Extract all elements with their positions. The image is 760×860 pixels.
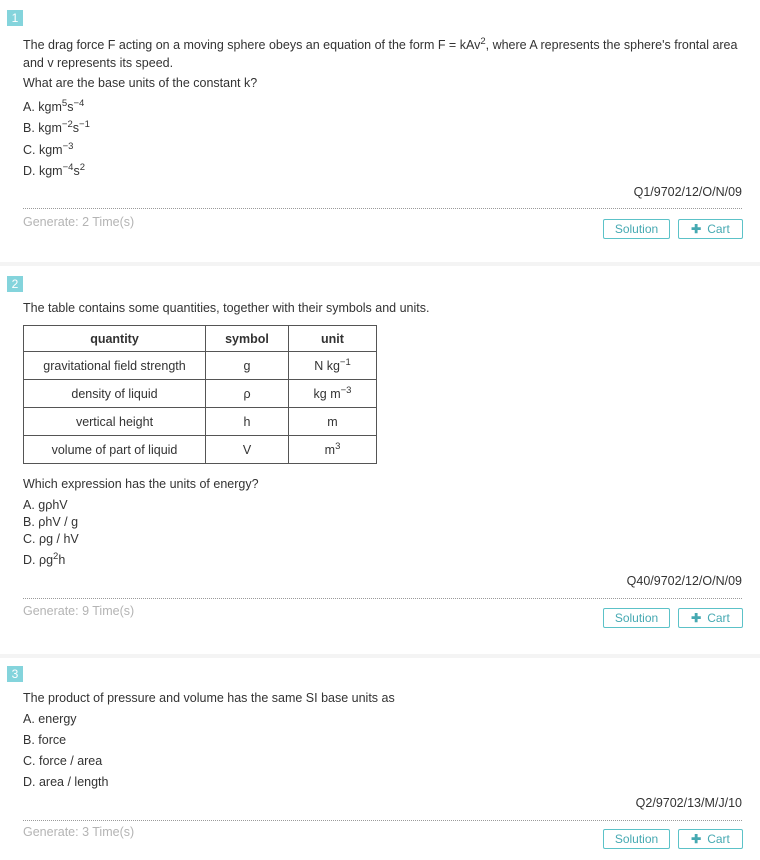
question-number-badge: 3: [7, 666, 23, 682]
option-a: A. gρhV: [23, 498, 68, 512]
symbol-cell: ρ: [206, 380, 289, 408]
table-header-row: [24, 326, 377, 352]
column-header: unit: [289, 326, 377, 352]
question-number-badge: 2: [7, 276, 23, 292]
question-reference: Q2/9702/13/M/J/10: [635, 796, 742, 810]
quantities-table: [23, 325, 377, 464]
generate-count: Generate: 3 Time(s): [23, 825, 135, 839]
plus-icon: ✚: [691, 611, 702, 625]
solution-button[interactable]: Solution: [603, 829, 670, 849]
table-row: [24, 380, 377, 408]
plus-icon: ✚: [691, 222, 702, 236]
divider: [23, 820, 742, 821]
generate-count: Generate: 9 Time(s): [23, 604, 135, 618]
question-reference: Q40/9702/12/O/N/09: [626, 574, 742, 588]
column-header: quantity: [24, 326, 206, 352]
table-row: [24, 408, 377, 436]
table-row: [24, 436, 377, 464]
option-a: A. energy: [23, 712, 77, 726]
symbol-cell: V: [206, 436, 289, 464]
column-header: symbol: [206, 326, 289, 352]
unit-cell: N $kg^{-1}$: [289, 352, 377, 380]
option-d: D. area / length: [23, 775, 109, 789]
option-d: D. $\rho g^2h$: [23, 551, 66, 567]
option-a: A. $kgm^5s^{-4}$: [23, 98, 85, 114]
quantity-cell: gravitational field strength: [24, 352, 206, 380]
solution-button[interactable]: Solution: [603, 608, 670, 628]
option-d: D. $kgm^{-4}s^2$: [23, 162, 85, 178]
option-c: C. force / area: [23, 754, 103, 768]
unit-cell: m: [289, 408, 377, 436]
divider: [23, 208, 742, 209]
question-number-badge: 1: [7, 10, 23, 26]
quantity-cell: density of liquid: [24, 380, 206, 408]
question-intro: The table contains some quantities, together with their symbols and units.: [23, 301, 430, 315]
add-to-cart-button[interactable]: ✚ Cart: [678, 219, 743, 239]
question-prompt: The product of pressure and volume has the same SI base units as: [23, 691, 395, 705]
question-prompt: Which expression has the units of energy?: [23, 477, 259, 491]
symbol-cell: h: [206, 408, 289, 436]
question-reference: Q1/9702/12/O/N/09: [633, 185, 742, 199]
unit-cell: $m^3$: [289, 436, 377, 464]
unit-cell: kg $m^{-3}$: [289, 380, 377, 408]
table-row: [24, 352, 377, 380]
option-b: B. force: [23, 733, 67, 747]
option-b: B. ρhV / g: [23, 515, 79, 529]
plus-icon: ✚: [691, 832, 702, 846]
question-card-1: [0, 0, 760, 262]
generate-count: Generate: 2 Time(s): [23, 215, 135, 229]
option-c: C. kgm$^{-3}$: [23, 141, 74, 157]
quantity-cell: volume of part of liquid: [24, 436, 206, 464]
question-text: The drag force F acting on a moving sphere obeys an equation of the form F = kAv$^2$, where A represents the sphere's frontal area and v represents its speed.: [23, 36, 738, 70]
question-card-3: [0, 658, 760, 860]
option-c: C. ρg / hV: [23, 532, 79, 546]
symbol-cell: g: [206, 352, 289, 380]
add-to-cart-button[interactable]: ✚ Cart: [678, 608, 743, 628]
add-to-cart-button[interactable]: ✚ Cart: [678, 829, 743, 849]
quantity-cell: vertical height: [24, 408, 206, 436]
divider: [23, 598, 742, 599]
question-prompt: What are the base units of the constant k?: [23, 76, 258, 90]
option-b: B. $kgm^{-2}s^{-1}$: [23, 119, 90, 135]
solution-button[interactable]: Solution: [603, 219, 670, 239]
